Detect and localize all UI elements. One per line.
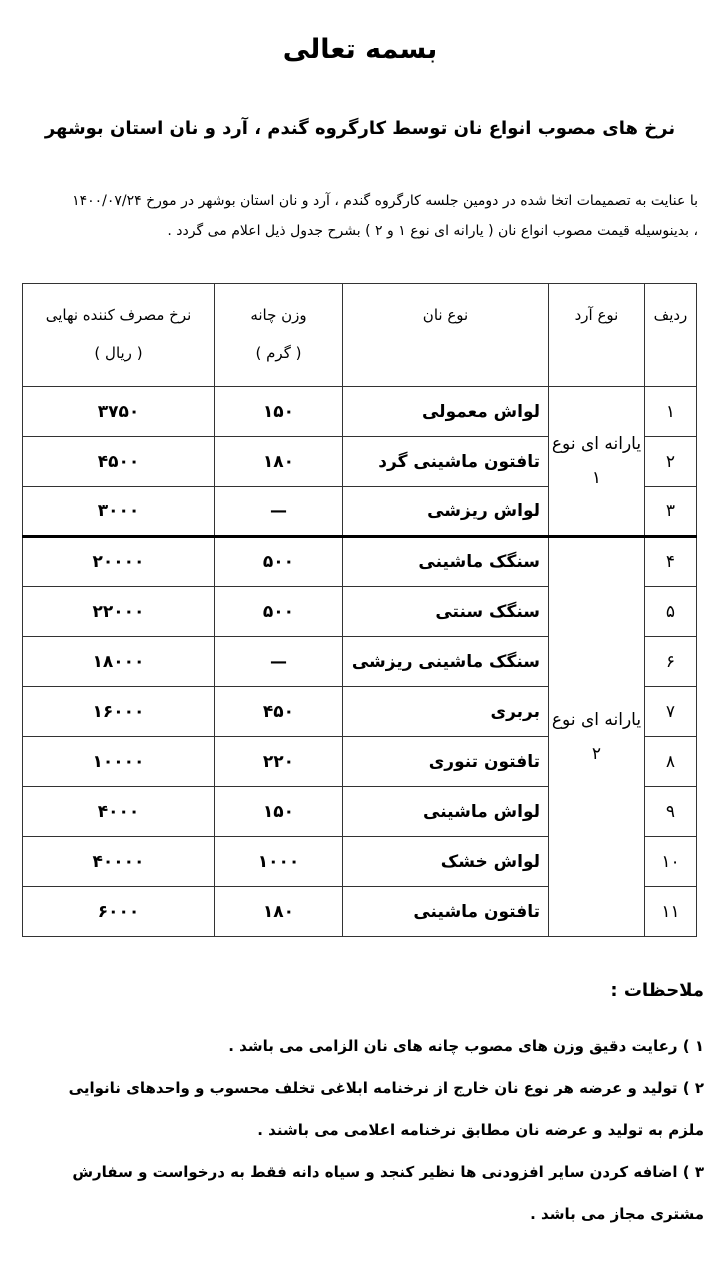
- page-title: بسمه تعالی: [282, 34, 438, 65]
- header-price-unit: ( ریال ): [94, 344, 143, 362]
- header-weight: [215, 284, 343, 387]
- bread-type: بربری: [343, 687, 549, 737]
- row-number: ۴: [645, 537, 697, 587]
- row-number: ۷: [645, 687, 697, 737]
- bread-type: تافتون تنوری: [343, 737, 549, 787]
- notes-title: ملاحظات :: [610, 980, 704, 1001]
- header-weight-unit: ( گرم ): [255, 344, 302, 362]
- row-number: ۹: [645, 787, 697, 837]
- bread-price: ۱۶۰۰۰: [23, 687, 215, 737]
- header-flour-type: نوع آرد: [549, 284, 645, 387]
- intro-paragraph: [18, 186, 698, 246]
- bread-price: ۱۰۰۰۰: [23, 737, 215, 787]
- bread-type: سنگک سنتی: [343, 587, 549, 637]
- flour-group-label: یارانه ای نوع: [551, 434, 642, 454]
- bread-type: لواش معمولی: [343, 387, 549, 437]
- intro-line-1: با عنایت به تصمیمات اتخا شده در دومین جلسه کارگروه گندم ، آرد و نان استان بوشهر در مورخ ۱۴۰۰/۰۷/۲۴: [72, 193, 698, 209]
- bread-price: ۶۰۰۰: [23, 887, 215, 937]
- page-subtitle: نرخ های مصوب انواع نان توسط کارگروه گندم ، آرد و نان استان بوشهر: [44, 118, 676, 139]
- bread-weight: ۲۲۰: [215, 737, 343, 787]
- bread-price: ۲۲۰۰۰: [23, 587, 215, 637]
- bread-type: تافتون ماشینی: [343, 887, 549, 937]
- bread-weight: ۵۰۰: [215, 587, 343, 637]
- bread-price: ۳۷۵۰: [23, 387, 215, 437]
- table-row: [23, 387, 697, 437]
- note-text: ۳ ) اضافه کردن سایر افزودنی ها نظیر کنجد و سیاه دانه فقط به درخواست و سفارش: [72, 1163, 704, 1181]
- header-row-number: ردیف: [645, 284, 697, 387]
- note-item-1: [14, 1036, 704, 1056]
- bread-weight: —: [215, 637, 343, 687]
- bread-price: ۴۰۰۰۰: [23, 837, 215, 887]
- bread-price: ۴۰۰۰: [23, 787, 215, 837]
- bread-type: تافتون ماشینی گرد: [343, 437, 549, 487]
- row-number: ۱: [645, 387, 697, 437]
- table-header-row: [23, 284, 697, 387]
- bread-type: لواش ماشینی: [343, 787, 549, 837]
- row-number: ۶: [645, 637, 697, 687]
- note-text: ۱ ) رعایت دقیق وزن های مصوب چانه های نان الزامی می باشد .: [228, 1037, 704, 1055]
- bread-type: سنگک ماشینی ریزشی: [343, 637, 549, 687]
- bread-weight: ۱۸۰: [215, 437, 343, 487]
- flour-group-number: ۱: [591, 468, 602, 488]
- bread-weight: ۵۰۰: [215, 537, 343, 587]
- table-row: [23, 537, 697, 587]
- bread-type: لواش خشک: [343, 837, 549, 887]
- bread-price-table: [22, 283, 697, 937]
- bread-weight: ۴۵۰: [215, 687, 343, 737]
- row-number: ۲: [645, 437, 697, 487]
- row-number: ۱۱: [645, 887, 697, 937]
- bread-price: ۲۰۰۰۰: [23, 537, 215, 587]
- row-number: ۸: [645, 737, 697, 787]
- flour-group-1: [549, 387, 645, 537]
- header-price: [23, 284, 215, 387]
- note-item-2: [14, 1078, 704, 1140]
- bread-weight: —: [215, 487, 343, 537]
- intro-line-2: ، بدینوسیله قیمت مصوب انواع نان ( یارانه ای نوع ۱ و ۲ ) بشرح جدول ذیل اعلام می گردد .: [167, 223, 698, 239]
- bread-price: ۴۵۰۰: [23, 437, 215, 487]
- bread-price: ۱۸۰۰۰: [23, 637, 215, 687]
- row-number: ۵: [645, 587, 697, 637]
- note-text-continued: ملزم به تولید و عرضه نان مطابق نرخنامه اعلامی می باشند .: [257, 1121, 704, 1139]
- flour-group-number: ۲: [591, 744, 602, 764]
- bread-weight: ۱۸۰: [215, 887, 343, 937]
- row-number: ۱۰: [645, 837, 697, 887]
- header-bread-type: نوع نان: [343, 284, 549, 387]
- note-item-3: [14, 1162, 704, 1224]
- bread-weight: ۱۵۰: [215, 387, 343, 437]
- bread-type: لواش ریزشی: [343, 487, 549, 537]
- header-price-label: نرخ مصرف کننده نهایی: [45, 306, 192, 324]
- bread-weight: ۱۵۰: [215, 787, 343, 837]
- note-text: ۲ ) تولید و عرضه هر نوع نان خارج از نرخنامه ابلاغی تخلف محسوب و واحدهای نانوایی: [68, 1079, 704, 1097]
- flour-group-2: [549, 537, 645, 937]
- row-number: ۳: [645, 487, 697, 537]
- flour-group-label: یارانه ای نوع: [551, 710, 642, 730]
- bread-type: سنگک ماشینی: [343, 537, 549, 587]
- header-weight-label: وزن چانه: [250, 306, 307, 324]
- bread-price: ۳۰۰۰: [23, 487, 215, 537]
- bread-weight: ۱۰۰۰: [215, 837, 343, 887]
- note-text-continued: مشتری مجاز می باشد .: [530, 1205, 704, 1223]
- notes-list: [14, 1036, 704, 1246]
